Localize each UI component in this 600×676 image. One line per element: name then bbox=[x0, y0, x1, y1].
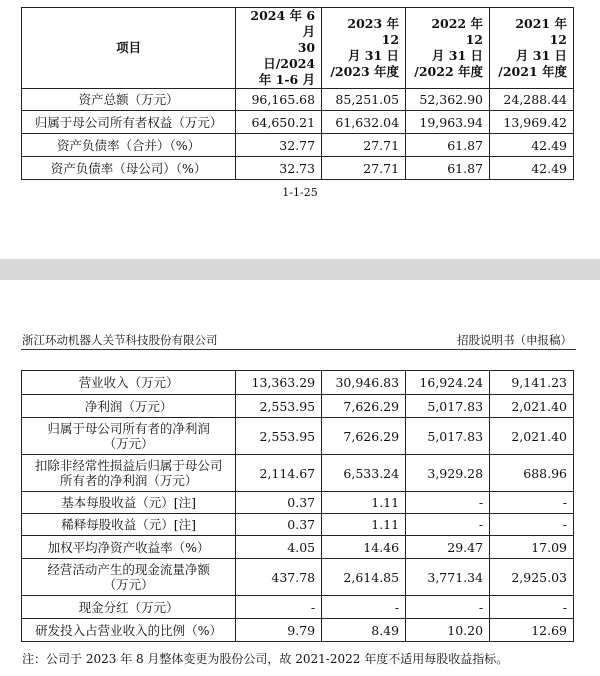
row-label: 资产负债率（合并）（%） bbox=[22, 134, 236, 157]
cell-value: 2,553.95 bbox=[236, 395, 322, 418]
cell-value: 4.05 bbox=[236, 536, 322, 559]
cell-value: 12.69 bbox=[490, 619, 574, 642]
header-line: 2023 年 12 bbox=[347, 16, 400, 47]
row-label bbox=[22, 559, 236, 596]
header-line: 年 1-6 月 bbox=[258, 72, 316, 87]
row-label: 净利润（万元） bbox=[22, 395, 236, 418]
cell-value: - bbox=[406, 596, 490, 619]
table-row bbox=[22, 395, 574, 418]
row-label: 现金分红（万元） bbox=[22, 596, 236, 619]
header-2023 bbox=[322, 8, 406, 89]
row-label: 加权平均净资产收益率（%） bbox=[22, 536, 236, 559]
row-label-line: （万元） bbox=[103, 436, 154, 451]
cell-value: 10.20 bbox=[406, 619, 490, 642]
document-title: 招股说明书（申报稿） bbox=[457, 333, 572, 347]
row-label: 营业收入（万元） bbox=[22, 371, 236, 395]
row-label: 资产负债率（母公司）（%） bbox=[22, 157, 236, 180]
table-row bbox=[22, 536, 574, 559]
cell-value: 14.46 bbox=[322, 536, 406, 559]
row-label-line: （万元） bbox=[103, 577, 154, 592]
cell-value: - bbox=[406, 492, 490, 514]
cell-value: 61,632.04 bbox=[322, 111, 406, 134]
cell-value: 2,114.67 bbox=[236, 455, 322, 492]
header-line: /2023 年度 bbox=[330, 64, 400, 79]
cell-value: 85,251.05 bbox=[322, 89, 406, 111]
page-top bbox=[0, 0, 600, 259]
header-2024h1 bbox=[236, 8, 322, 89]
cell-value: - bbox=[490, 492, 574, 514]
row-label: 归属于母公司所有者权益（万元） bbox=[22, 111, 236, 134]
table-row bbox=[22, 89, 574, 111]
cell-value: 2,021.40 bbox=[490, 395, 574, 418]
balance-sheet-table bbox=[21, 7, 574, 180]
table-header-row bbox=[22, 8, 574, 89]
header-line: 30 日/2024 bbox=[263, 40, 316, 71]
table-row bbox=[22, 559, 574, 596]
income-table bbox=[21, 370, 574, 642]
cell-value: - bbox=[236, 596, 322, 619]
cell-value: 9.79 bbox=[236, 619, 322, 642]
cell-value: 64,650.21 bbox=[236, 111, 322, 134]
header-line: /2021 年度 bbox=[498, 64, 567, 79]
table-row bbox=[22, 157, 574, 180]
cell-value: 32.73 bbox=[236, 157, 322, 180]
header-line: 月 31 日 bbox=[347, 48, 400, 63]
cell-value: 29.47 bbox=[406, 536, 490, 559]
table-row bbox=[22, 134, 574, 157]
cell-value: 0.37 bbox=[236, 492, 322, 514]
table-row bbox=[22, 371, 574, 395]
cell-value: 7,626.29 bbox=[322, 395, 406, 418]
cell-value: 9,141.23 bbox=[490, 371, 574, 395]
cell-value: 8.49 bbox=[322, 619, 406, 642]
cell-value: 17.09 bbox=[490, 536, 574, 559]
row-label-line: 归属于母公司所有者的净利润 bbox=[47, 421, 210, 436]
cell-value: 42.49 bbox=[490, 157, 574, 180]
cell-value: 2,553.95 bbox=[236, 418, 322, 455]
cell-value: 3,929.28 bbox=[406, 455, 490, 492]
cell-value: 5,017.83 bbox=[406, 395, 490, 418]
cell-value: 5,017.83 bbox=[406, 418, 490, 455]
header-item bbox=[22, 8, 236, 89]
footnote: 注：公司于 2023 年 8 月整体变更为股份公司，故 2021-2022 年度不适用每股收益指标。 bbox=[22, 652, 509, 666]
cell-value: 13,363.29 bbox=[236, 371, 322, 395]
cell-value: 61.87 bbox=[406, 134, 490, 157]
table-row bbox=[22, 455, 574, 492]
cell-value: 7,626.29 bbox=[322, 418, 406, 455]
cell-value: - bbox=[490, 596, 574, 619]
header-2022 bbox=[406, 8, 490, 89]
header-line: 2021 年 12 bbox=[515, 16, 567, 47]
cell-value: - bbox=[406, 514, 490, 536]
cell-value: 1.11 bbox=[322, 492, 406, 514]
table-row bbox=[22, 596, 574, 619]
cell-value: 96,165.68 bbox=[236, 89, 322, 111]
row-label: 基本每股收益（元）[注] bbox=[22, 492, 236, 514]
header-2021 bbox=[490, 8, 574, 89]
header-line: 月 31 日 bbox=[515, 48, 567, 63]
cell-value: 2,925.03 bbox=[490, 559, 574, 596]
table-row bbox=[22, 619, 574, 642]
cell-value: 1.11 bbox=[322, 514, 406, 536]
page-break bbox=[0, 259, 600, 280]
row-label-line: 经营活动产生的现金流量净额 bbox=[47, 562, 210, 577]
cell-value: 3,771.34 bbox=[406, 559, 490, 596]
company-name: 浙江环动机器人关节科技股份有限公司 bbox=[22, 333, 218, 347]
cell-value: - bbox=[490, 514, 574, 536]
row-label: 资产总额（万元） bbox=[22, 89, 236, 111]
header-line: 2024 年 6 月 bbox=[250, 8, 316, 39]
row-label bbox=[22, 418, 236, 455]
cell-value: 24,288.44 bbox=[490, 89, 574, 111]
header-line: /2022 年度 bbox=[414, 64, 483, 79]
table-row bbox=[22, 492, 574, 514]
cell-value: 52,362.90 bbox=[406, 89, 490, 111]
header-line: 2022 年 12 bbox=[431, 16, 483, 47]
table-row bbox=[22, 418, 574, 455]
header-rule bbox=[21, 349, 576, 350]
cell-value: 0.37 bbox=[236, 514, 322, 536]
cell-value: 688.96 bbox=[490, 455, 574, 492]
header-line: 月 31 日 bbox=[431, 48, 483, 63]
cell-value: 27.71 bbox=[322, 157, 406, 180]
row-label-line: 所有者的净利润（万元） bbox=[59, 473, 198, 488]
cell-value: 30,946.83 bbox=[322, 371, 406, 395]
cell-value: 437.78 bbox=[236, 559, 322, 596]
page-number: 1-1-25 bbox=[282, 186, 318, 199]
cell-value: 2,021.40 bbox=[490, 418, 574, 455]
table-row bbox=[22, 111, 574, 134]
cell-value: 16,924.24 bbox=[406, 371, 490, 395]
table-row bbox=[22, 514, 574, 536]
cell-value: 13,969.42 bbox=[490, 111, 574, 134]
cell-value: 6,533.24 bbox=[322, 455, 406, 492]
cell-value: 32.77 bbox=[236, 134, 322, 157]
row-label bbox=[22, 455, 236, 492]
row-label: 稀释每股收益（元）[注] bbox=[22, 514, 236, 536]
cell-value: 42.49 bbox=[490, 134, 574, 157]
cell-value: 27.71 bbox=[322, 134, 406, 157]
row-label: 研发投入占营业收入的比例（%） bbox=[22, 619, 236, 642]
cell-value: - bbox=[322, 596, 406, 619]
cell-value: 19,963.94 bbox=[406, 111, 490, 134]
header-text: 项目 bbox=[116, 40, 142, 55]
row-label-line: 扣除非经常性损益后归属于母公司 bbox=[34, 458, 223, 473]
cell-value: 2,614.85 bbox=[322, 559, 406, 596]
cell-value: 61.87 bbox=[406, 157, 490, 180]
